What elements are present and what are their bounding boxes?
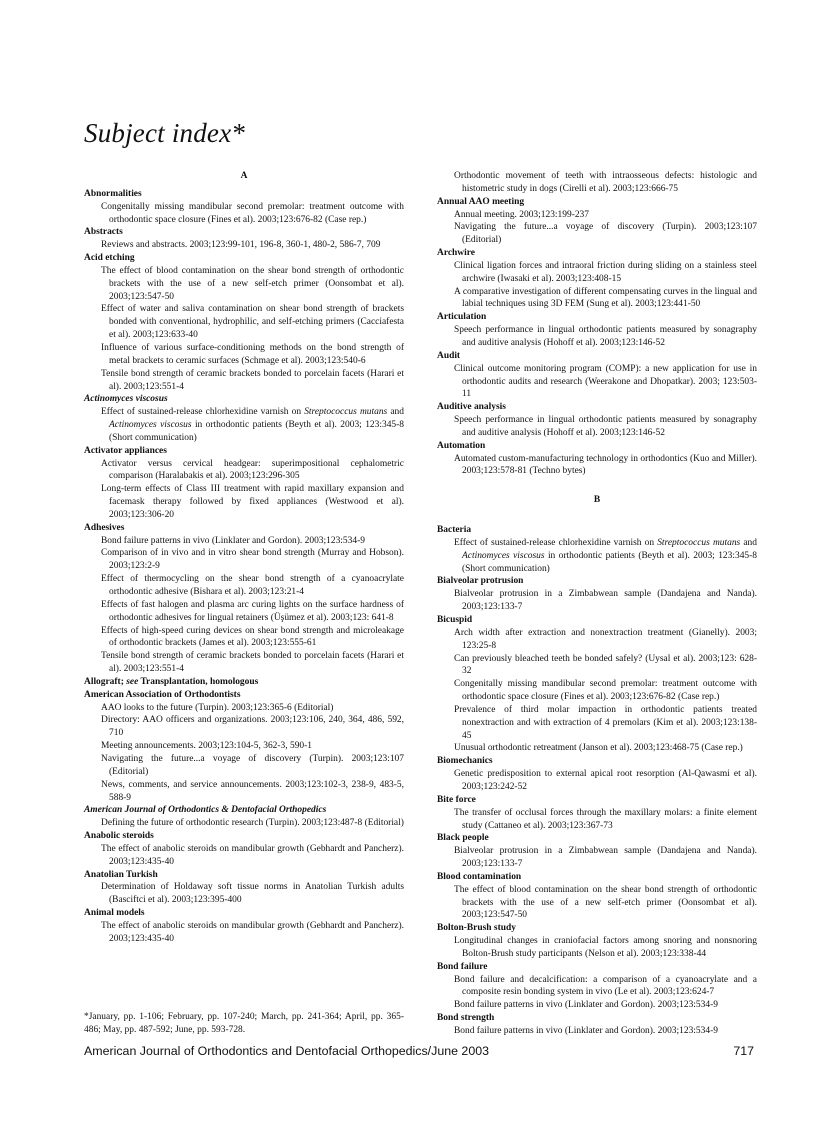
index-term (437, 922, 757, 935)
entry-text: Congenitally missing mandibular second premolar: treatment outcome with orthodontic space closure (Fines et al). 2003;123:676-82 (Case rep.) (454, 679, 757, 703)
index-entry (454, 935, 757, 961)
index-entry (454, 453, 757, 479)
index-entry (101, 920, 404, 946)
index-entry (101, 753, 404, 779)
term-text: Bolton-Brush study (437, 923, 516, 934)
entry-text: Bialveolar protrusion in a Zimbabwean sample (Dandajena and Nanda). 2003;123:133-7 (454, 846, 757, 870)
index-entry (454, 704, 757, 743)
entry-text: Can previously bleached teeth be bonded safely? (Uysal et al). 2003;123: 628-32 (454, 653, 757, 677)
index-entry (454, 260, 757, 286)
entry-text: Orthodontic movement of teeth with intraosseous defects: histologic and histometric study in dogs (Cirelli et al). 2003;123:666-75 (454, 171, 757, 194)
entry-text: Speech performance in lingual orthodontic patients measured by sonagraphy and auditive analysis (Hohoff et al). 2003;123:146-52 (454, 415, 757, 438)
index-entry (454, 974, 757, 1000)
term-text: Bite force (437, 794, 476, 805)
index-entry (101, 625, 404, 651)
index-term (84, 226, 404, 239)
index-term (437, 196, 757, 209)
index-entry (454, 537, 757, 576)
index-column-right (437, 170, 757, 1038)
entry-text: A comparative investigation of different compensating curves in the lingual and labial techniques using 3D FEM (Sung et al). 2003;123:441-50 (454, 286, 757, 310)
entry-text: Tensile bond strength of ceramic brackets bonded to porcelain facets (Harari et al). 2003;123:551-4 (101, 368, 404, 392)
term-text: Animal models (84, 908, 145, 919)
entry-text: Navigating the future...a voyage of discovery (Turpin). 2003;123:107 (Editorial) (454, 222, 757, 246)
entry-text: Navigating the future...a voyage of discovery (Turpin). 2003;123:107 (Editorial) (101, 753, 404, 777)
term-text: Black people (437, 833, 489, 844)
term-text: Abstracts (84, 227, 123, 238)
entry-text: Longitudinal changes in craniofacial factors among snoring and nonsnoring Bolton-Brush study participants (Nelson et al). 2003;123:338-44 (454, 936, 757, 959)
entry-text: Effect of sustained-release chlorhexidine varnish on (454, 537, 658, 548)
index-entry (101, 779, 404, 805)
term-text: Bacteria (437, 525, 472, 536)
entry-text: Reviews and abstracts. 2003;123:99-101, 196-8, 360-1, 480-2, 586-7, 709 (101, 240, 381, 251)
index-term (437, 614, 757, 627)
entry-text: and (387, 407, 404, 418)
entry-text: Effect of sustained-release chlorhexidine varnish on (101, 407, 305, 418)
entry-text: News, comments, and service announcements. 2003;123:102-3, 238-9, 483-5, 588-9 (101, 779, 404, 803)
index-entry (101, 406, 404, 445)
term-text: Bond failure (437, 961, 488, 972)
entry-text: Bialveolar protrusion in a Zimbabwean sample (Dandajena and Nanda). 2003;123:133-7 (454, 589, 757, 613)
page-title: Subject index* (84, 118, 245, 148)
index-entry (454, 286, 757, 312)
entry-text: Bond failure patterns in vivo (Linklater and Gordon). 2003;123:534-9 (101, 535, 365, 546)
index-entry (454, 221, 757, 247)
entry-text: Meeting announcements. 2003;123:104-5, 362-3, 590-1 (101, 741, 312, 752)
entry-text: AAO looks to the future (Turpin). 2003;123:365-6 (Editorial) (101, 702, 334, 713)
term-text: Blood contamination (437, 871, 522, 882)
entry-text: Effect of thermocycling on the shear bond strength of a cyanoacrylate orthodontic adhesive (Bishara et al). 2003;123:21-4 (101, 574, 404, 597)
index-entry (101, 599, 404, 625)
entry-text: Congenitally missing mandibular second premolar: treatment outcome with orthodontic space closure (Fines et al). 2003;123:676-82 (Case rep.) (101, 201, 404, 225)
entry-text: The effect of blood contamination on the shear bond strength of orthodontic brackets with the use of a new self-etch primer (Oonsombat et al). 2003;123:547-50 (454, 884, 757, 921)
term-text: Auditive analysis (437, 402, 506, 413)
term-text: Transplantation, homologous (138, 676, 259, 687)
term-text: Bond strength (437, 1013, 495, 1024)
index-entry (454, 999, 757, 1012)
index-term (437, 1012, 757, 1025)
entry-text: The effect of anabolic steroids on mandibular growth (Gebhardt and Pancherz). 2003;123:435-40 (101, 843, 404, 867)
index-list-right-a (437, 170, 757, 478)
entry-italic-text: Streptococcus mutans (304, 407, 388, 418)
index-entry (101, 239, 404, 252)
term-text: Allograft; (84, 676, 127, 687)
journal-name: American Journal of Orthodontics and Dentofacial Orthopedics/June 2003 (84, 1044, 489, 1058)
index-term (437, 247, 757, 260)
index-term (84, 804, 404, 817)
index-term (437, 311, 757, 324)
term-text: American Association of Orthodontists (84, 689, 241, 700)
entry-text: Speech performance in lingual orthodontic patients measured by sonagraphy and auditive analysis (Hohoff et al). 2003;123:146-52 (454, 325, 757, 348)
index-entry (454, 1025, 757, 1038)
entry-text: Activator versus cervical headgear: superimpositional cephalometric comparison (Haralabakis et al). 2003;123:296-305 (101, 458, 404, 482)
index-entry (454, 845, 757, 871)
index-term (84, 393, 404, 406)
entry-text: Arch width after extraction and nonextraction treatment (Gianelly). 2003; 123:25-8 (454, 627, 757, 651)
entry-text: Defining the future of orthodontic research (Turpin). 2003;123:487-8 (Editorial) (101, 818, 404, 829)
index-term (437, 401, 757, 414)
entry-text: The effect of anabolic steroids on mandibular growth (Gebhardt and Pancherz). 2003;123:435-40 (101, 920, 404, 944)
index-term (84, 830, 404, 843)
term-text: Annual AAO meeting (437, 196, 525, 207)
index-entry (454, 324, 757, 350)
index-entry (101, 483, 404, 522)
index-entry (454, 807, 757, 833)
index-entry (101, 368, 404, 394)
entry-text: Bond failure patterns in vivo (Linklater and Gordon). 2003;123:534-9 (454, 1000, 718, 1011)
entry-text: in orthodontic patients (Beyth et al). 2003; 123:345-8 (Short communication) (109, 420, 404, 443)
index-entry (101, 547, 404, 573)
entry-text: Influence of various surface-conditioning methods on the bond strength of metal brackets to ceramic surfaces (Schmage et al). 2003;123:540-6 (101, 342, 404, 366)
term-text: Biomechanics (437, 756, 493, 767)
index-entry (101, 740, 404, 753)
index-entry (101, 458, 404, 484)
term-text: Anabolic steroids (84, 831, 154, 842)
index-list-left (84, 188, 404, 946)
term-text: Activator appliances (84, 445, 167, 456)
entry-text: and (740, 537, 757, 548)
index-term (437, 871, 757, 884)
entry-text: Clinical ligation forces and intraoral friction during sliding on a stainless steel archwire (Iwasaki et al). 2003;123:408-15 (454, 260, 757, 284)
term-italic-text: Actinomyces viscosus (84, 394, 168, 405)
index-term (437, 524, 757, 537)
index-entry (101, 342, 404, 368)
index-entry (454, 653, 757, 679)
term-text: Archwire (437, 248, 475, 259)
footnote: *January, pp. 1-106; February, pp. 107-240; March, pp. 241-364; April, pp. 365-486; May, pp. 487-592; June, pp. 593-728. (84, 1012, 404, 1035)
entry-text: Bond failure and decalcification: a comparison of a cyanoacrylate and a composite resin bonding system in vivo (Le et al). 2003;123:624-7 (454, 974, 757, 998)
index-term (437, 961, 757, 974)
entry-text: Prevalence of third molar impaction in orthodontic patients treated nonextraction and with extraction of 4 premolars (Kim et al). 2003;123:138-45 (454, 704, 757, 741)
term-italic-text: American Journal of Orthodontics & Dentofacial Orthopedics (84, 805, 327, 816)
index-entry (101, 303, 404, 342)
index-entry (101, 702, 404, 715)
term-text: Automation (437, 440, 486, 451)
index-term (84, 252, 404, 265)
entry-text: Directory: AAO officers and organizations. 2003;123:106, 240, 364, 486, 592, 710 (101, 715, 404, 739)
term-text: Bialveolar protrusion (437, 576, 524, 587)
entry-italic-text: Actinomyces viscosus (109, 420, 192, 431)
index-entry (101, 817, 404, 830)
index-term (437, 794, 757, 807)
entry-text: Tensile bond strength of ceramic brackets bonded to porcelain facets (Harari et al). 2003;123:551-4 (101, 651, 404, 675)
section-letter-b: B (593, 495, 601, 506)
entry-text: Long-term effects of Class III treatment with rapid maxillary expansion and facemask therapy followed by fixed appliances (Westwood et al). 2003;123:306-20 (101, 484, 404, 520)
index-entry (101, 201, 404, 227)
index-term (437, 350, 757, 363)
entry-text: The effect of blood contamination on the shear bond strength of orthodontic brackets with the use of a new self-etch primer (Oonsombat et al). 2003;123:547-50 (101, 265, 404, 302)
index-entry (101, 650, 404, 676)
entry-italic-text: Streptococcus mutans (657, 537, 741, 548)
section-letter-a: A (240, 171, 248, 181)
term-italic-text: see (126, 676, 139, 687)
index-term (84, 869, 404, 882)
term-text: Bicuspid (437, 615, 473, 625)
entry-text: The transfer of occlusal forces through the maxillary molars: a finite element study (Cattaneo et al). 2003;123:367-73 (454, 807, 757, 831)
entry-text: Automated custom-manufacturing technology in orthodontics (Kuo and Miller). 2003;123:578-81 (Techno bytes) (454, 453, 757, 477)
entry-italic-text: Actinomyces viscosus (462, 550, 545, 561)
index-term (84, 188, 404, 201)
page-number: 717 (733, 1044, 754, 1058)
entry-text: in orthodontic patients (Beyth et al). 2003; 123:345-8 (Short communication) (462, 550, 757, 574)
entry-text: Annual meeting. 2003;123:199-237 (454, 209, 589, 220)
entry-text: Effect of water and saliva contamination on shear bond strength of brackets bonded with conventional, hydrophilic, and self-etching primers (Cacciafesta et al). 2003;123:633-40 (101, 304, 404, 341)
index-term (84, 907, 404, 920)
index-column-left (84, 170, 404, 946)
index-entry (454, 588, 757, 614)
term-text: Abnormalities (84, 188, 142, 199)
index-entry (101, 535, 404, 548)
index-term (84, 445, 404, 458)
term-text: Articulation (437, 312, 487, 323)
index-entry (454, 414, 757, 440)
entry-text: Clinical outcome monitoring program (COMP): a new application for use in orthodontic audits and research (Weerakone and Dhopatkar). 2003; 123:503-11 (454, 363, 757, 400)
entry-text: Determination of Holdaway soft tissue norms in Anatolian Turkish adults (Basciftci et al). 2003;123:395-400 (101, 882, 404, 906)
index-entry (454, 742, 757, 755)
entry-text: Comparison of in vivo and in vitro shear bond strength (Murray and Hobson). 2003;123:2-9 (101, 548, 404, 572)
term-text: Acid etching (84, 253, 135, 264)
index-list-right-b (437, 524, 757, 1038)
entry-text: Genetic predisposition to external apical root resorption (Al-Qawasmi et al). 2003;123:242-52 (454, 769, 757, 792)
index-entry (454, 170, 757, 196)
index-entry (101, 881, 404, 907)
index-term (84, 522, 404, 535)
entry-text: Effects of high-speed curing devices on shear bond strength and microleakage of orthodontic brackets (James et al). 2003;123:555-61 (101, 625, 404, 649)
index-entry (454, 678, 757, 704)
index-term (437, 575, 757, 588)
index-entry (454, 209, 757, 222)
entry-text: Bond failure patterns in vivo (Linklater and Gordon). 2003;123:534-9 (454, 1026, 718, 1036)
term-text: Audit (437, 350, 461, 361)
index-term (437, 755, 757, 768)
index-term (437, 440, 757, 453)
index-entry (454, 627, 757, 653)
index-entry (101, 714, 404, 740)
term-text: Anatolian Turkish (84, 869, 158, 880)
entry-text: Unusual orthodontic retreatment (Janson et al). 2003;123:468-75 (Case rep.) (454, 743, 743, 754)
index-entry (454, 884, 757, 923)
index-term (84, 689, 404, 702)
index-entry (454, 768, 757, 794)
index-term (84, 676, 404, 689)
index-entry (101, 843, 404, 869)
index-term (437, 832, 757, 845)
index-entry (101, 265, 404, 304)
term-text: Adhesives (84, 522, 125, 533)
index-entry (101, 573, 404, 599)
index-entry (454, 363, 757, 402)
entry-text: Effects of fast halogen and plasma arc curing lights on the surface hardness of orthodontic adhesives for lingual retainers (Üşümez et al). 2003;123: 641-8 (101, 599, 404, 623)
